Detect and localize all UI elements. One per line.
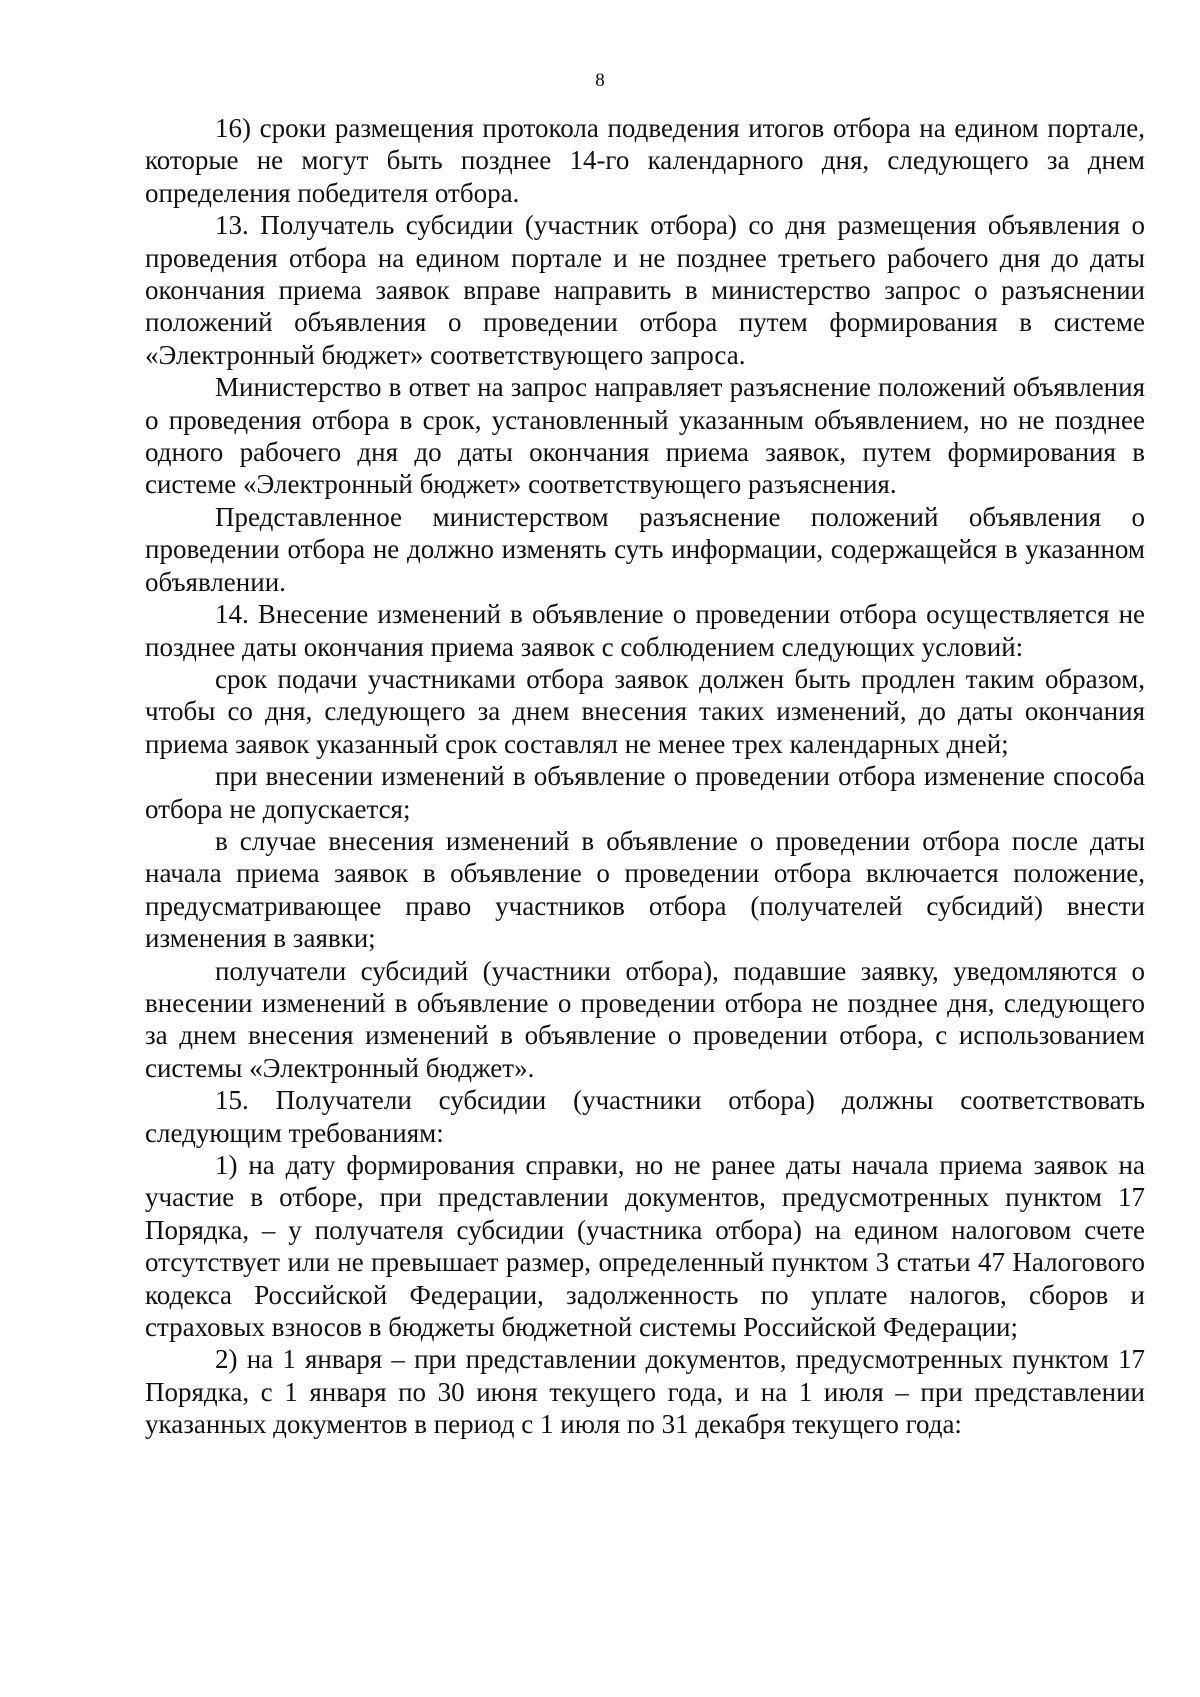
paragraph-deadline-extension: срок подачи участниками отбора заявок должен быть продлен таким образом, чтобы со дня, следующего за днем внесения таких изменений, до даты окончания приема заявок указанный срок составлял не менее трех календарных дней; [145,663,1145,759]
paragraph-ministry-response: Министерство в ответ на запрос направляет разъяснение положений объявления о проведения отбора в срок, установленный указанным объявлением, но не позднее одного рабочего дня до даты окончания приема заявок, путем формирования в системе «Электронный бюджет» соответствующего разъяснения. [145,372,1145,500]
document-body [145,112,1145,1441]
paragraph-clarification-scope: Представленное министерством разъяснение положений объявления о проведении отбора не должно изменять суть информации, содержащейся в указанном объявлении. [145,501,1145,597]
paragraph-amend-applications: в случае внесения изменений в объявление о проведении отбора после даты начала приема заявок в объявление о проведении отбора включается положение, предусматривающее право участников отбора (получателей субсидий) внести изменения в заявки; [145,825,1145,954]
page-number: 8 [595,70,605,91]
paragraph-requirement-1: 1) на дату формирования справки, но не ранее даты начала приема заявок на участие в отборе, при представлении документов, предусмотренных пунктом 17 Порядка, – у получателя субсидии (участника отбора) на едином налоговом счете отсутствует или не превышает размер, определенный пунктом 3 статьи 47 Налогового кодекса Российской Федерации, задолженность по уплате налогов, сборов и страховых взносов в бюджеты бюджетной системы Российской Федерации; [145,1150,1145,1343]
paragraph-clause-15: 15. Получатели субсидии (участники отбора) должны соответствовать следующим требованиям: [145,1085,1145,1148]
paragraph-item-16: 16) сроки размещения протокола подведения итогов отбора на едином портале, которые не могут быть позднее 14-го календарного дня, следующего за днем определения победителя отбора. [145,113,1145,208]
paragraph-notification: получатели субсидий (участники отбора), подавшие заявку, уведомляются о внесении изменений в объявление о проведении отбора не позднее дня, следующего за днем внесения изменений в объявление о проведении отбора, с использованием системы «Электронный бюджет». [145,955,1145,1083]
paragraph-method-change: при внесении изменений в объявление о проведении отбора изменение способа отбора не допускается; [145,761,1145,824]
paragraph-clause-14: 14. Внесение изменений в объявление о проведении отбора осуществляется не позднее даты окончания приема заявок с соблюдением следующих условий: [145,599,1145,662]
paragraph-clause-13: 13. Получатель субсидии (участник отбора) со дня размещения объявления о проведения отбора на едином портале и не позднее третьего рабочего дня до даты окончания приема заявок вправе направить в министерство запрос о разъяснении положений объявления о проведении отбора путем формирования в системе «Электронный бюджет» соответствующего запроса. [145,210,1145,370]
paragraph-requirement-2: 2) на 1 января – при представлении документов, предусмотренных пунктом 17 Порядка, с 1 января по 30 июня текущего года, и на 1 июля – при представлении указанных документов в период с 1 июля по 31 декабря текущего года: [145,1344,1145,1440]
